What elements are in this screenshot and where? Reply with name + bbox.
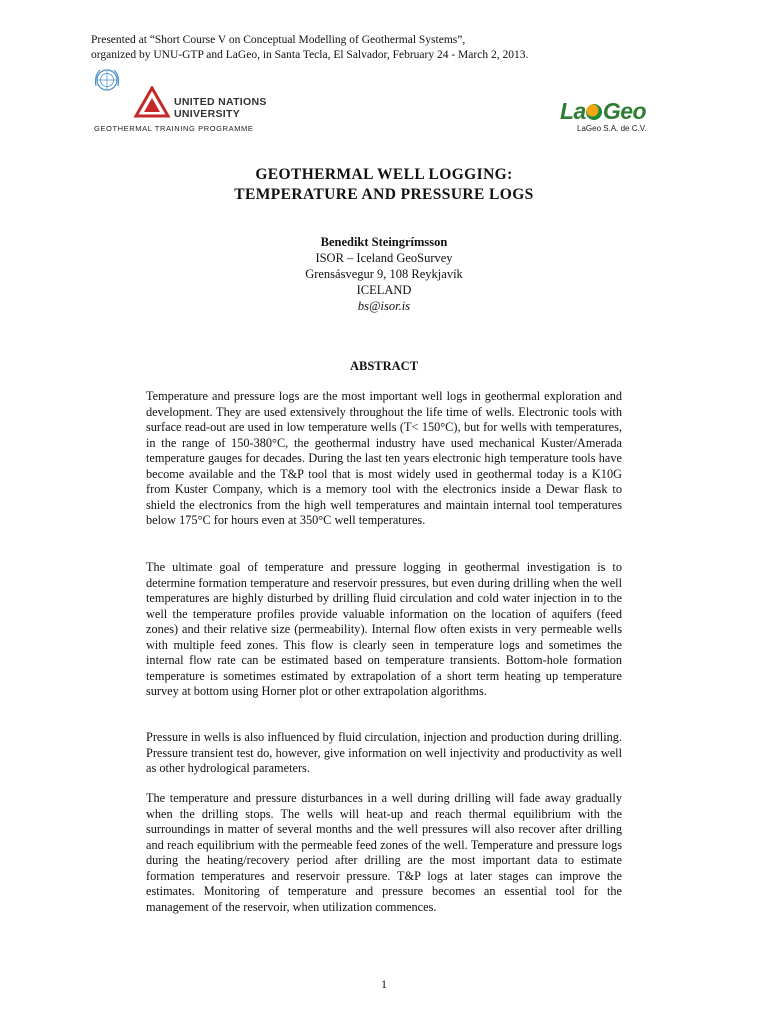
abstract-paragraph: The ultimate goal of temperature and pressure logging in geothermal investigation is to determine formation temperature and reservoir pressures, but even during drilling when the well temperatures are highly disturbed by drilling fluid circulation and cold water injection in to the well the temperature profiles provide valuable information on the location of aquifers (feed zones) and their relative size (permeability). Internal flow often exists in very permeable wells with multiple feed zones. This flow is clearly seen in temperature logs and sometimes the internal flow rate can be estimated based on temperature transients. Bottom-hole formation temperature is sometimes estimated by extrapolation of a short term heating up temperature survey at bottom using Horner plot or other extrapolation algorithms. (146, 560, 622, 698)
unu-name-line1: UNITED NATIONS (174, 96, 267, 108)
paper-title-line1: GEOTHERMAL WELL LOGGING: (255, 166, 513, 183)
unu-logo-icon (133, 86, 171, 120)
author-email: bs@isor.is (357, 299, 411, 313)
author-name: Benedikt Steingrímsson (320, 235, 448, 249)
abstract-paragraph: The temperature and pressure disturbances in a well during drilling will fade away gradually when the drilling stops. The wells will heat-up and reach thermal equilibrium with the surroundings in matter of several months and the well pressures will also recover after drilling and reach equilibrium with the permeable feed zones of the well. Temperature and pressure logs during the heating/recovery period after drilling are the most important data to estimate formation temperatures and reservoir pressure. T&P logs at later stages can improve the estimates. Monitoring of temperature and pressure becomes an essential tool for the management of the reservoir, when utilization commences. (146, 791, 622, 914)
abstract-heading: ABSTRACT (349, 359, 419, 373)
lageo-logo (560, 98, 646, 125)
unu-name (174, 96, 267, 120)
lageo-logo-text-geo: Geo (602, 98, 647, 124)
abstract-paragraph: Pressure in wells is also influenced by fluid circulation, injection and production during drilling. Pressure transient test do, however, give information on well injectivity and productivity as well as other hydrological parameters. (146, 730, 622, 775)
unu-name-line2: UNIVERSITY (174, 108, 241, 120)
programme-name: GEOTHERMAL TRAINING PROGRAMME (94, 124, 254, 133)
conference-note-line1: Presented at “Short Course V on Conceptual Modelling of Geothermal Systems”, (91, 34, 466, 46)
author-address: Grensásvegur 9, 108 Reykjavík (305, 267, 463, 281)
lageo-logo-text-la: La (560, 98, 586, 124)
un-emblem-icon (92, 66, 122, 96)
globe-icon (586, 104, 602, 120)
paper-title-line2: TEMPERATURE AND PRESSURE LOGS (234, 186, 534, 203)
conference-note-line2: organized by UNU-GTP and LaGeo, in Santa Tecla, El Salvador, February 24 - March 2, 2013. (91, 49, 529, 61)
author-country: ICELAND (356, 283, 412, 297)
author-affiliation: ISOR – Iceland GeoSurvey (315, 251, 453, 265)
abstract-paragraph: Temperature and pressure logs are the most important well logs in geothermal exploration and development. They are used extensively throughout the life time of wells. Electronic tools with surface read-out are used in low temperature wells (T< 150°C), but for wells with temperatures, in the range of 150-380°C, the geothermal industry have used mechanical Kuster/Amerada temperature gauges for decades. During the last ten years electronic high temperature tools have become available and the T&P tool that is most widely used in geothermal today is a K10G from Kuster Company, which is a memory tool with the electronics inside a Dewar flask to shield the electronics from the high well temperatures and maintain internal tool temperatures below 175°C for hours even at 350°C well temperatures. (146, 389, 622, 527)
lageo-company-name: LaGeo S.A. de C.V. (577, 124, 647, 133)
conference-note (91, 33, 651, 63)
page-number: 1 (381, 977, 387, 991)
